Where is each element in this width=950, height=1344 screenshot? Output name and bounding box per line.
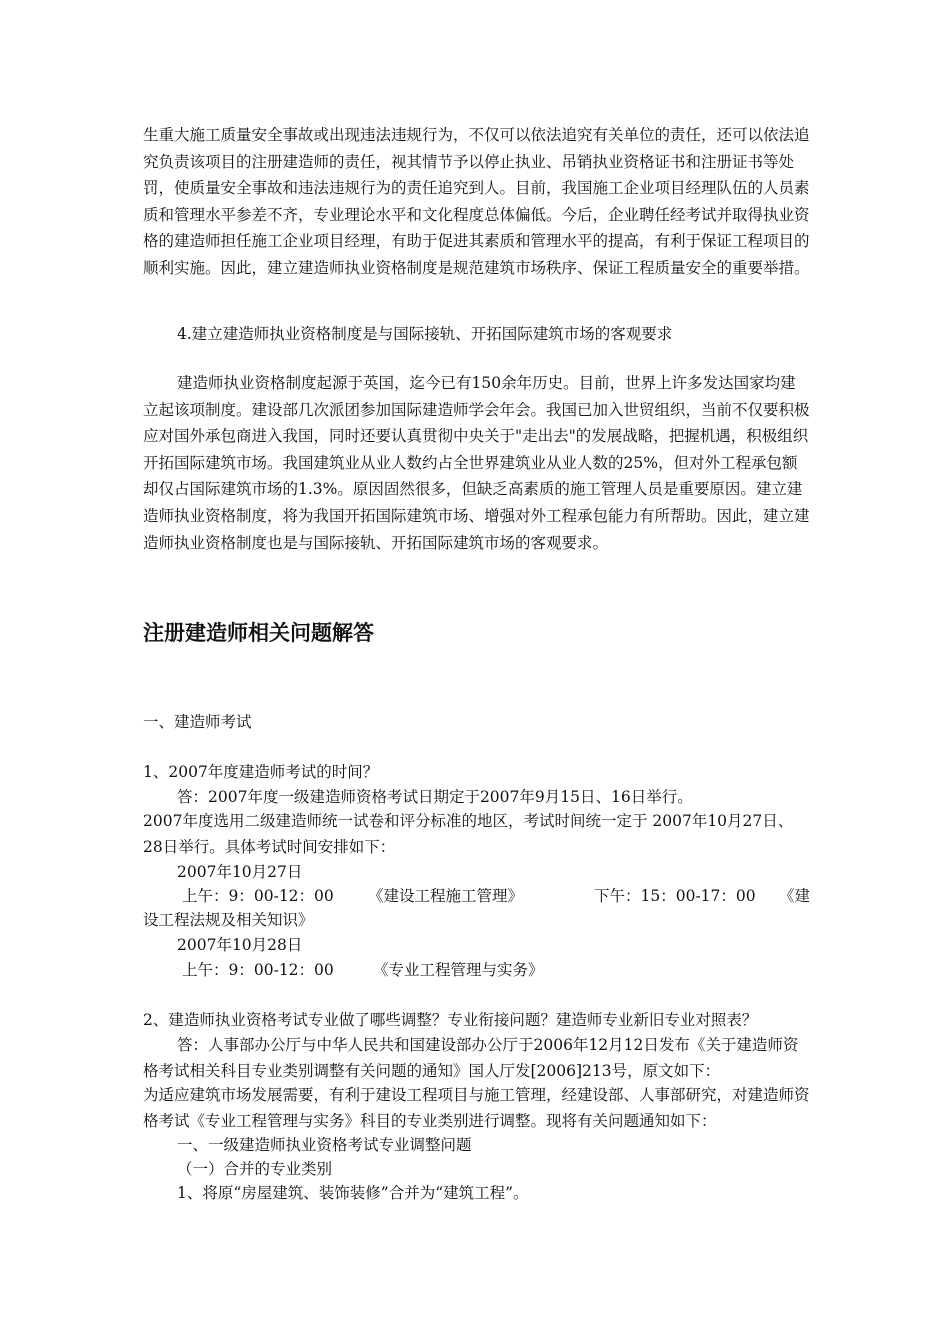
day1-afternoon-time: 下午：15：00-17：00 xyxy=(594,887,756,905)
section-4-title: 4.建立建造师执业资格制度是与国际接轨、开拓国际建筑市场的客观要求 xyxy=(177,325,673,343)
day1-afternoon-subject-end: 设工程法规及相关知识》 xyxy=(143,911,314,929)
subsection-1-title: 一、一级建造师执业资格考试专业调整问题 xyxy=(177,1136,472,1154)
answer-1-line-2: 2007年度选用二级建造师统一试卷和评分标准的地区，考试时间统一定于 2007年10月27日、28日举行。具体考试时间安排如下： xyxy=(143,812,794,856)
answer-1-line-1: 答：2007年度一级建造师资格考试日期定于2007年9月15日、16日举行。 xyxy=(177,788,693,806)
day2-morning-time: 上午：9：00-12：00 xyxy=(182,961,334,979)
exam-date-2: 2007年10月28日 xyxy=(177,936,303,954)
day1-afternoon-subject-start: 《建 xyxy=(779,887,811,905)
answer-2-line-1: 答：人事部办公厅与中华人民共和国建设部办公厅于2006年12月12日发布《关于建造师资格考试相关科目专业类别调整有关问题的通知》国人厅发[2006]213号，原文如下： xyxy=(143,1036,799,1080)
day2-morning-subject: 《专业工程管理与实务》 xyxy=(373,961,544,979)
section-1-title: 一、建造师考试 xyxy=(143,713,252,731)
day1-morning-time: 上午：9：00-12：00 xyxy=(182,887,334,905)
question-1: 1、2007年度建造师考试的时间？ xyxy=(143,763,379,781)
question-2: 2、建造师执业资格考试专业做了哪些调整？专业衔接问题？建造师专业新旧专业对照表？ xyxy=(143,1011,758,1029)
body-paragraph-2: 建造师执业资格制度起源于英国，迄今已有150余年历史。目前，世界上许多发达国家均建立起该项制度。建设部几次派团参加国际建造师学会年会。我国已加入世贸组织，当前不仅要积极应对国外承包商进入我国，同时还要认真贯彻中央关于"走出去"的发展战略，把握机遇，积极组织开拓国际建筑市场。我国建筑业从业人数约占全世界建筑业从业人数的25%，但对外工程承包额却仅占国际建筑市场的1.3%。原因固然很多，但缺乏高素质的施工管理人员是重要原因。建立建造师执业资格制度，将为我国开拓国际建筑市场、增强对外工程承包能力有所帮助。因此，建立建造师执业资格制度也是与国际接轨、开拓国际建筑市场的客观要求。 xyxy=(143,374,810,552)
body-paragraph-1: 生重大施工质量安全事故或出现违法违规行为，不仅可以依法追究有关单位的责任，还可以依法追究负责该项目的注册建造师的责任，视其情节予以停止执业、吊销执业资格证书和注册证书等处罚，使质量安全事故和违法违规行为的责任追究到人。目前，我国施工企业项目经理队伍的人员素质和管理水平参差不齐，专业理论水平和文化程度总体偏低。今后，企业聘任经考试并取得执业资格的建造师担任施工企业项目经理，有助于促进其素质和管理水平的提高，有利于保证工程项目的顺利实施。因此，建立建造师执业资格制度是规范建筑市场秩序、保证工程质量安全的重要举措。 xyxy=(143,126,810,277)
exam-date-1: 2007年10月27日 xyxy=(177,863,303,881)
list-item-1: 1、将原“房屋建筑、装饰装修”合并为“建筑工程”。 xyxy=(177,1184,529,1202)
day1-morning-subject: 《建设工程施工管理》 xyxy=(368,887,524,905)
subsection-1-1-title: （一）合并的专业类别 xyxy=(177,1160,333,1178)
answer-2-line-2: 为适应建筑市场发展需要，有利于建设工程项目与施工管理，经建设部、人事部研究，对建造师资格考试《专业工程管理与实务》科目的专业类别进行调整。现将有关问题通知如下： xyxy=(143,1086,810,1130)
page-heading: 注册建造师相关问题解答 xyxy=(143,621,374,645)
